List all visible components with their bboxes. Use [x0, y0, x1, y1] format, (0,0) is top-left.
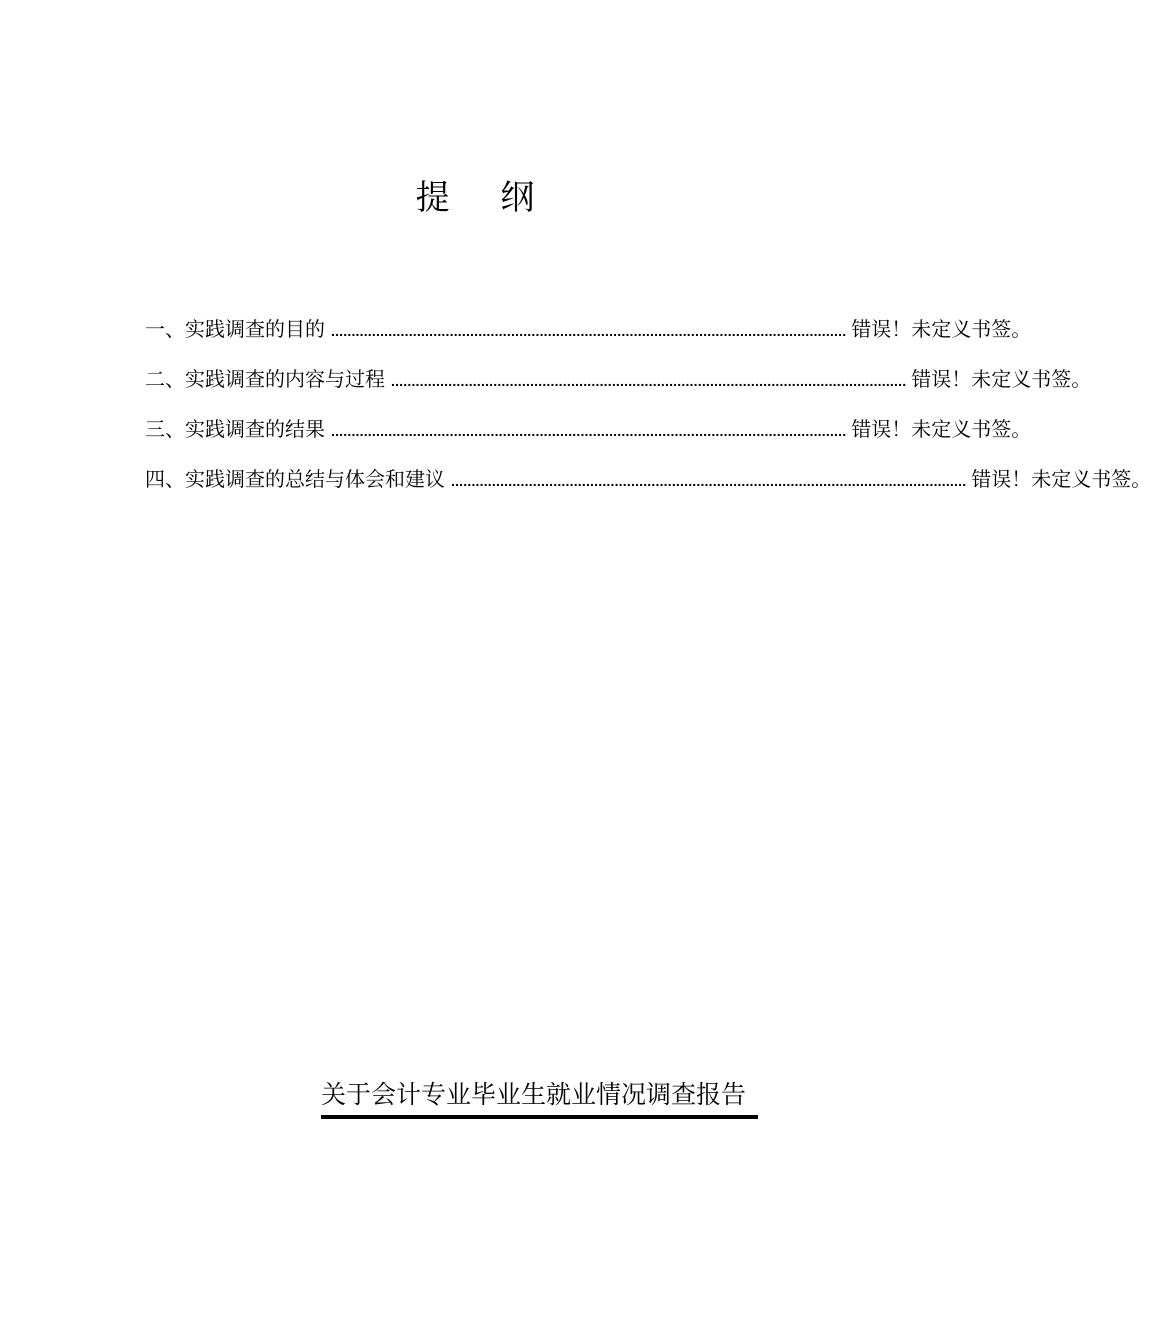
toc-dot-leader: ..............................................................................................................................: [331, 423, 847, 439]
toc-entry-1[interactable]: [145, 312, 1032, 362]
toc-entry-label: 一、实践调查的目的: [145, 317, 325, 341]
outline-title: 提 纲: [415, 178, 555, 218]
toc-entry-4[interactable]: [145, 462, 1151, 512]
table-of-contents: [145, 312, 1151, 512]
report-title: 关于会计专业毕业生就业情况调查报告: [321, 1077, 758, 1119]
toc-dot-leader: ..............................................................................................................................: [391, 373, 907, 389]
toc-dot-leader: ..............................................................................................................................: [331, 323, 847, 339]
toc-entry-page: 错误！未定义书签。: [851, 317, 1032, 341]
toc-dot-leader: ..............................................................................................................................: [451, 473, 967, 489]
toc-entry-page: 错误！未定义书签。: [971, 467, 1151, 491]
toc-entry-2[interactable]: [145, 362, 1092, 412]
toc-entry-label: 三、实践调查的结果: [145, 417, 325, 441]
toc-entry-page: 错误！未定义书签。: [851, 417, 1032, 441]
toc-entry-page: 错误！未定义书签。: [911, 367, 1092, 391]
toc-entry-3[interactable]: [145, 412, 1032, 462]
toc-entry-label: 二、实践调查的内容与过程: [145, 367, 385, 391]
toc-entry-label: 四、实践调查的总结与体会和建议: [145, 467, 445, 491]
